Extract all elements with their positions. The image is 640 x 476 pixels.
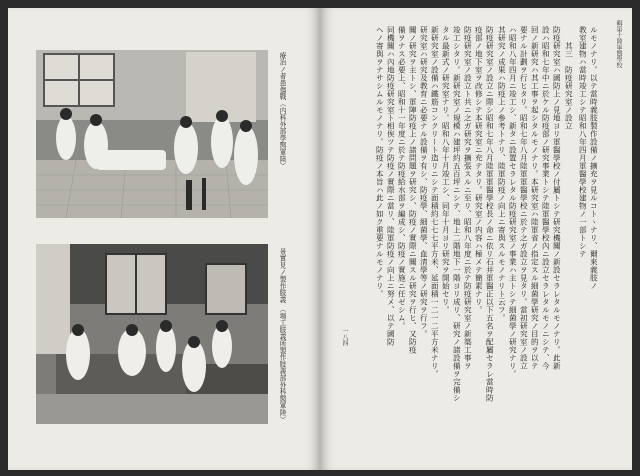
right-page — [320, 8, 632, 470]
body-column-11: 疫部ノ地下室ヲ改修シテ本研究室ニ充テタリ。研究室ノ内容ハ極メテ簡素ナリ。 — [474, 26, 484, 314]
body-column-16: 研究室ハ研究及教育ニ必要ナル設備ヲ有シ、防疫學、細菌學、血清學等ノ研究ヲ行フ。 — [419, 26, 429, 338]
body-column-12: 防疫研究室ノ設立ト共ニ之ガ研究ヲ擴張スルニ至リ、昭和八年度ニ於テ防疫研究室ノ新築工事ヲ — [463, 26, 473, 370]
section-heading: 其三 防疫研究室ノ設立 — [564, 26, 574, 130]
body-column-10: 防疫研究室ノ設立ニ際シ昭和七年八月陸軍軍醫學校長ノ命ニ依リ石井軍醫正以下五名ヲ配屬セラレ當時防 — [485, 26, 495, 402]
body-column-9: 其研究ノ成果ハ防疫上ノ參考トナリ、陸軍防疫ノ向上ニ寄與スルモノナリト云フ。 — [497, 26, 507, 322]
body-column-2: 教室建物ハ當時竣工シテ昭和八年四月軍醫學校建物ノ一部トシテ — [578, 26, 588, 258]
body-column-17: 關ノ研究ヲ主トシ、軍陣防疫上ノ諸問題ヲ研究シ、防疫ノ實際ニ關スル研究ヲ行ヒ、又防疫 — [408, 26, 418, 354]
body-column-1: ルモノナリ。以テ當時義肢製作設備ノ擴充ヲ見ルコトヽナリ、爾來義肢ノ — [589, 26, 599, 290]
bottom-photo-caption: 景實見ノ製作肢義 （場工肢義所製作肢義部外科醫軍陸） — [278, 248, 286, 423]
body-column-4: 防疫研究室ハ國防上ノ見地ヨリ軍醫學校ノ付屬トシテ研究機關ノ新設セラレタルモノナリ。此新 — [552, 26, 562, 370]
running-header: 輯第十陸軍醫學校 — [615, 20, 622, 68]
body-column-6: 回ノ新研究ハ其工事ヲ起シタルモノナリ。本研究室ハ陸軍省ノ指定スル細菌學研究ノ目的ヲ以テ — [530, 26, 540, 370]
body-column-7: 要ナル計劃ヲ行ヒタリ。昭和七年八月陸軍軍醫學校ニ於テ之ガ設立ヲ見タリ。當初研究室ノ設立 — [519, 26, 529, 370]
body-column-13: 竣工シタリ。新研究室ノ規模ハ建坪約五百坪ニシテ、地上二階地下一階ヨリ成リ、研究ノ諸設備ヲ完備シ — [452, 26, 462, 402]
bottom-photo-prosthetics-workshop — [36, 244, 268, 424]
body-column-5: 設ハ昭和七年中ニ於ケル防疫部ノ研究事業トシテ陸軍醫學校內ニ設立セラレタルモノニシテ、今 — [541, 26, 551, 370]
page-number: 一八四 — [341, 328, 348, 346]
body-column-20: ヘノ寄與ヲナサシムルモノナリ。防疫ノ本旨ハ此ノ如ク重要ナルモノナリ。 — [375, 26, 385, 298]
body-column-8: ハ昭和八年四月ニ竣工シ、新タニ設置セラレタル防疫研究室ノ事業ハ主トシテ細菌學ノ研究ナリ。 — [508, 26, 518, 378]
top-photo-patient-treatment — [36, 50, 268, 218]
body-column-18: 備ヲナス必要上、昭和十一年度ニ於テ防疫給水部ヲ編成シ、防疫ノ實施ニ任ゼシム。 — [397, 26, 407, 330]
body-column-15: 新研究室ノ設備ハ鐵筋コンクリート造リニシテ面積約七七七平方米、延面積一二一二平方米ナリ。 — [430, 26, 440, 378]
top-photo-caption: 療治ノ者患傷戰（内科外部學醫軍陸） — [278, 52, 286, 170]
left-page — [8, 8, 320, 470]
body-column-14: タル最新式ノ研究室ナリ。昭和八年十月竣工シ、同年十月ヨリ研究ヲ開始セリ。 — [441, 26, 451, 314]
body-column-19: 同機關ハ內地防疫研究室ト相俟ツテ防疫ノ實際ニ當リ、陸軍防疫ノ向上ニ努メ、以テ國防 — [386, 26, 396, 346]
